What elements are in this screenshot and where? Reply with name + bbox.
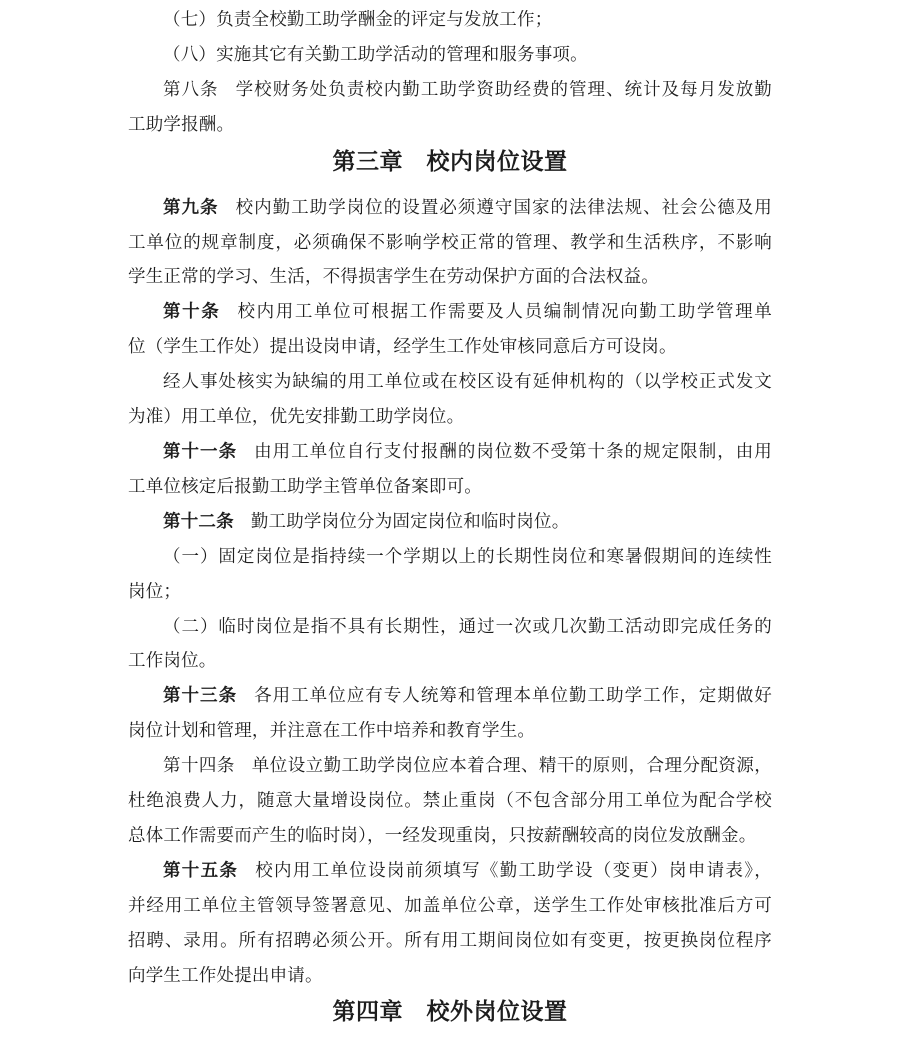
line-text: 单位设立勤工助学岗位应本着合理、精干的原则，合理分配资源， [251, 755, 772, 776]
paragraph-first-line [128, 853, 772, 888]
article-number: 第八条 [163, 78, 219, 99]
paragraph [128, 504, 772, 539]
line-text: 由用工单位自行支付报酬的岗位数不受第十条的规定限制，由用 [254, 440, 772, 461]
paragraph-first-line: （一）固定岗位是指持续一个学期以上的长期性岗位和寒暑假期间的连续性 [163, 545, 772, 566]
article-number: 第十三条 [163, 685, 238, 706]
chapter-heading: 第四章 校外岗位设置 [332, 999, 568, 1025]
paragraph [128, 72, 772, 142]
paragraph [128, 678, 772, 748]
paragraph-first-line [128, 678, 772, 713]
paragraph-line: 岗位； [128, 580, 182, 601]
paragraph-line: 招聘、录用。所有招聘必须公开。所有用工期间岗位如有变更，按更换岗位程序 [128, 929, 772, 950]
article-number: 第九条 [163, 196, 219, 217]
paragraph [128, 364, 772, 434]
line-text: 学校财务处负责校内勤工助学资助经费的管理、统计及每月发放勤 [235, 78, 772, 99]
paragraph-first-line [128, 294, 772, 329]
paragraph-first-line [128, 504, 772, 539]
paragraph [128, 190, 772, 295]
chapter-heading: 第三章 校内岗位设置 [332, 148, 568, 174]
paragraph-first-line [128, 434, 772, 469]
paragraph [128, 37, 772, 72]
paragraph-line: 向学生工作处提出申请。 [128, 964, 323, 985]
paragraph [128, 539, 772, 609]
paragraph [128, 2, 772, 37]
line-text: 校内用工单位设岗前须填写《勤工助学设（变更）岗申请表》， [255, 859, 772, 880]
paragraph [128, 434, 772, 504]
paragraph-line: 总体工作需要而产生的临时岗），一经发现重岗，只按薪酬较高的岗位发放酬金。 [128, 824, 757, 845]
line-text: 校内用工单位可根据工作需要及人员编制情况向勤工助学管理单 [237, 301, 772, 322]
paragraph-line: 位（学生工作处）提出设岗申请，经学生工作处审核同意后方可设岗。 [128, 336, 677, 357]
paragraph-first-line: （二）临时岗位是指不具有长期性，通过一次或几次勤工活动即完成任务的 [163, 615, 772, 636]
paragraph-line: 工助学报酬。 [128, 113, 235, 134]
document-body [128, 2, 772, 1030]
paragraph-first-line: 经人事处核实为缺编的用工单位或在校区设有延伸机构的（以学校正式发文 [163, 371, 772, 392]
paragraph-line: 岗位计划和管理，并注意在工作中培养和教育学生。 [128, 720, 536, 741]
paragraph [128, 609, 772, 679]
paragraph-line: 学生正常的学习、生活，不得损害学生在劳动保护方面的合法权益。 [128, 266, 659, 287]
paragraph-line: 工单位的规章制度，必须确保不影响学校正常的管理、教学和生活秩序，不影响 [128, 231, 772, 252]
paragraph [128, 853, 772, 993]
article-number: 第十条 [163, 301, 221, 322]
paragraph-first-line: （七）负责全校勤工助学酬金的评定与发放工作； [163, 9, 553, 29]
paragraph [128, 748, 772, 853]
paragraph-first-line [128, 190, 772, 225]
line-text: 校内勤工助学岗位的设置必须遵守国家的法律法规、社会公德及用 [235, 196, 772, 217]
paragraph [128, 294, 772, 364]
paragraph-first-line [128, 748, 772, 783]
paragraph-first-line: （八）实施其它有关勤工助学活动的管理和服务事项。 [163, 43, 588, 64]
article-number: 第十五条 [163, 859, 239, 880]
line-text: 各用工单位应有专人统筹和管理本单位勤工助学工作，定期做好 [254, 685, 772, 706]
article-number: 第十二条 [163, 510, 234, 531]
paragraph-line: 工作岗位。 [128, 650, 217, 671]
paragraph-line: 并经用工单位主管领导签署意见、加盖单位公章，送学生工作处审核批准后方可 [128, 894, 772, 915]
paragraph-line: 杜绝浪费人力，随意大量增设岗位。禁止重岗（不包含部分用工单位为配合学校 [128, 790, 772, 811]
article-number: 第十四条 [163, 755, 235, 776]
paragraph-line: 为准）用工单位，优先安排勤工助学岗位。 [128, 406, 465, 427]
article-number: 第十一条 [163, 440, 238, 461]
paragraph-first-line [128, 72, 772, 107]
line-text: 勤工助学岗位分为固定岗位和临时岗位。 [250, 510, 570, 531]
paragraph-line: 工单位核定后报勤工助学主管单位备案即可。 [128, 475, 482, 496]
